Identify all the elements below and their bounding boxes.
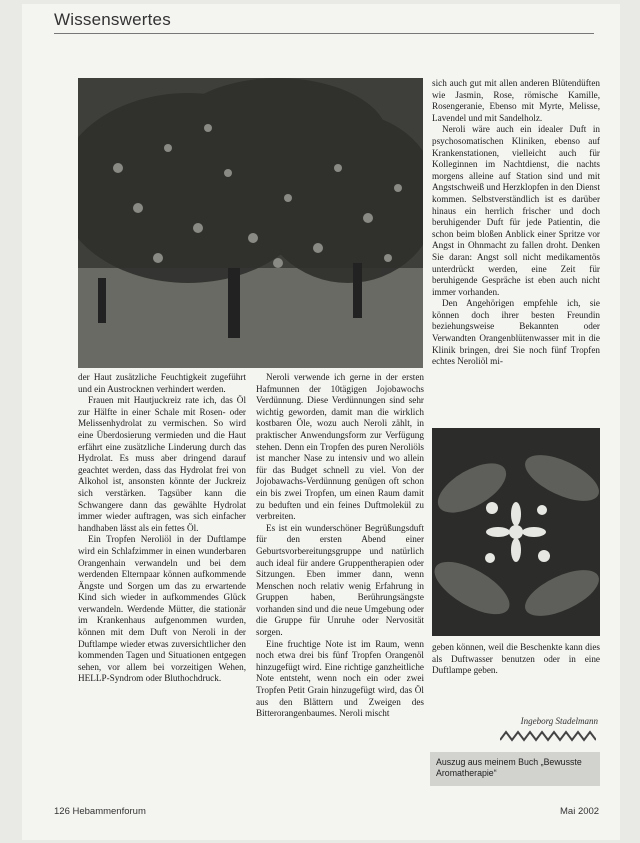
footer-date: Mai 2002 bbox=[560, 806, 600, 817]
paragraph: Neroli verwende ich gerne in der ersten Hafmunnen der 10tägigen Jojobawochs Verdünnung. Diese Verdünnungen sind sehr wichtig geworden, damit man die wirklich kostbaren Öle, wozu auch Neroli zählt, in praktischer Anwendungsform zur Verfügung stehen. Denn ein Tropfen des puren Neroliöls ist mancher Nase zu intensiv und wo allein für das Budget schnell zu viel. Von der Jojobawachs-Verdünnung genügen oft schon ein bis zwei Tropfen, um einen Raum damit zu beduften und ein feines Duftmolekül zu verbreiten. bbox=[256, 372, 424, 522]
paragraph: Den Angehörigen empfehle ich, sie können doch ihrer besten Freundin beziehungsweise Bekannten oder Verwandten Orangenblütenwasser mit in die Klinik bringen, drei Sie noch fünf Tropfen echtes Neroliöl mi- bbox=[432, 298, 600, 367]
neroli-blossom-photo bbox=[432, 428, 600, 636]
paragraph: Ein Tropfen Neroliöl in der Duftlampe wird ein Schlafzimmer in einen wunderbaren Orangenhain verwandeln und bei dem werdenden Elternpaar können aufkommende Ängste und Sorgen um das zu erwartende Kind sich wieder in aufkommendes Glück verwandeln. Werdende Mütter, die stationär im Krankenhaus aufgenommen wurden, können mit dem Duft von Neroli in der Duftlampe wieder etwas zuversichtlicher den kommenden Tagen und Situationen entgegen sehen, vor allem bei vorzeitigen Wehen, HELLP-Syndrom oder Bluthochdruck. bbox=[78, 534, 246, 684]
text-column-left bbox=[78, 372, 246, 685]
paragraph: Es ist ein wunderschöner Begrüßungsduft für den ersten Abend einer Geburtsvorbereitungsgruppe und natürlich auch ideal für andere Gruppentherapien oder Sitzungen. Eben immer dann, wenn Menschen noch relativ wenig Erfahrung in Gruppen haben, Berührungsängste vorhanden sind und die neue Umgebung oder die Gruppe für Unruhe oder Nervosität sorgen. bbox=[256, 522, 424, 638]
orange-tree-photo bbox=[78, 78, 423, 368]
excerpt-box: Auszug aus meinem Buch „Bewusste Aromatherapie“ bbox=[430, 752, 600, 786]
text-column-right bbox=[432, 78, 600, 368]
paragraph: geben können, weil die Beschenkte kann dies als Duftwasser benutzen oder in eine Duftlampe geben. bbox=[432, 642, 600, 676]
paragraph: Eine fruchtige Note ist im Raum, wenn noch etwa drei bis fünf Tropfen Orangenöl hinzugefügt wird. Eine richtige ganzheitliche Note entsteht, wenn noch ein oder zwei Tropfen Petit Grain hinzugefügt wird, das Öl aus den Blättern und Zweigen des Bitterorangenbaumes. Neroli mischt bbox=[256, 638, 424, 719]
paragraph: sich auch gut mit allen anderen Blütendüften wie Jasmin, Rose, römische Kamille, Rosengeranie, Ebenso mit Myrte, Melisse, Lavendel und mit Sandelholz. bbox=[432, 78, 600, 123]
paragraph: der Haut zusätzliche Feuchtigkeit zugeführt und ein Austrocknen verhindert werden. bbox=[78, 372, 246, 394]
author-credit: Ingeborg Stadelmann bbox=[520, 716, 598, 726]
paragraph: Frauen mit Hautjuckreiz rate ich, das Öl zur Hälfte in einer Schale mit Rosen- oder Melissenhydrolat zu vermischen. So wird eine Überdosierung vermieden und die Haut erfährt eine zusätzliche Linderung durch das Hydrolat. Es muss aber dringend darauf geachtet werden, dass das Hydrolat frei von Alkohol ist, ansonsten könnte der Juckreiz sich verstärken. Tagsüber kann die Schwangere dann das gewählte Hydrolat immer wieder auftragen, was sich einfacher handhaben lässt als ein fettes Öl. bbox=[78, 395, 246, 533]
footer-page-info: 126 Hebammenforum bbox=[54, 806, 146, 817]
section-title: Wissenswertes bbox=[54, 10, 171, 29]
title-rule bbox=[54, 33, 594, 34]
paragraph: Neroli wäre auch ein idealer Duft in psychosomatischen Kliniken, ebenso auf Krankenstationen, vielleicht auch für Kolleginnen im Nachtdienst, die nachts morgens alleine auf Station sind und mit Angstschweiß und Herzklopfen in den Dienst kommen. Selbstverständlich ist es darüber hinaus ein herrlich frischer und doch beruhigender Duft für jede Patientin, die schon beim bloßen Anblick einer Spritze vor Angst in Ohnmacht zu fallen droht. Denken Sie daran: Angst soll nicht medikamentös unterdrückt werden, eine Zeit für beruhigende Gespräche ist eben auch nicht immer vorhanden. bbox=[432, 124, 600, 297]
zigzag-ornament bbox=[500, 730, 596, 742]
text-column-right-bottom bbox=[432, 642, 600, 677]
text-column-middle bbox=[256, 372, 424, 720]
